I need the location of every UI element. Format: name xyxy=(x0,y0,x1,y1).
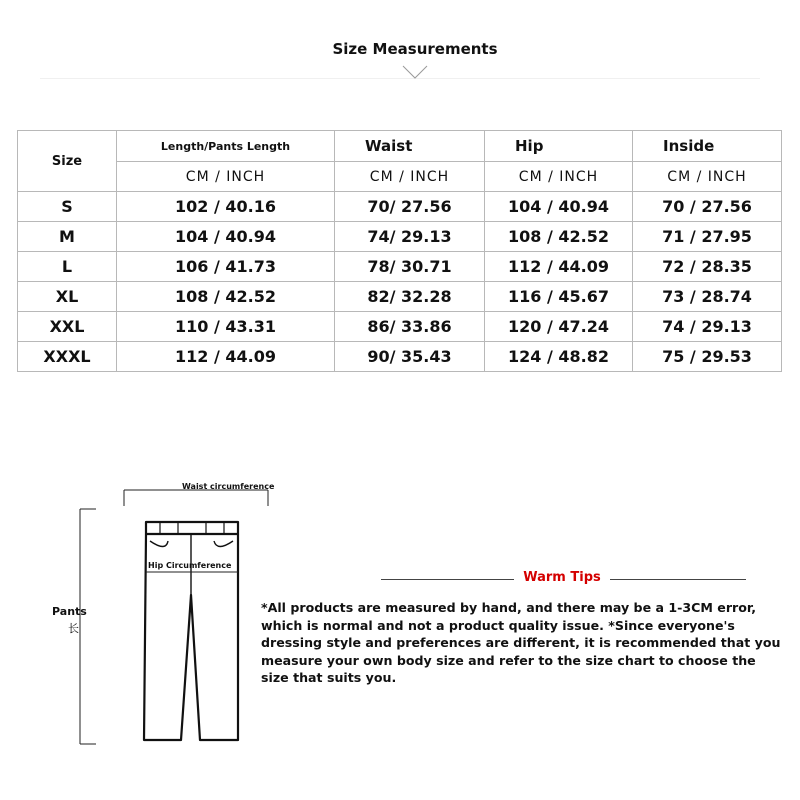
waist-cell: 70/ 27.56 xyxy=(335,192,485,222)
length-cell: 104 / 40.94 xyxy=(117,222,335,252)
table-row xyxy=(18,222,782,252)
unit-label: CM / INCH xyxy=(485,162,633,192)
warm-tips-divider-left xyxy=(381,579,514,580)
table-row xyxy=(18,192,782,222)
column-header-hip: Hip xyxy=(485,131,633,162)
length-cell: 110 / 43.31 xyxy=(117,312,335,342)
inside-cell: 72 / 28.35 xyxy=(633,252,782,282)
column-header-inside: Inside xyxy=(633,131,782,162)
inside-cell: 74 / 29.13 xyxy=(633,312,782,342)
table-header-row xyxy=(18,131,782,162)
size-cell: XXL xyxy=(18,312,117,342)
page-title: Size Measurements xyxy=(332,40,498,58)
pants-icon xyxy=(144,522,238,740)
waist-circumference-label: Waist circumference xyxy=(182,482,275,491)
column-header-waist: Waist xyxy=(335,131,485,162)
unit-label: CM / INCH xyxy=(117,162,335,192)
pants-length-glyph: 长 xyxy=(68,622,79,635)
size-table xyxy=(17,130,782,372)
size-cell: XL xyxy=(18,282,117,312)
warm-tips-text: *All products are measured by hand, and there may be a 1-3CM error, which is normal and not a product quality issue. *Since everyone's dressing style and preferences are different, it is recommended that you measure your own body size and refer to the size chart to choose the size that suits you. xyxy=(261,600,781,685)
inside-cell: 75 / 29.53 xyxy=(633,342,782,372)
table-row xyxy=(18,282,782,312)
table-row xyxy=(18,342,782,372)
hip-cell: 104 / 40.94 xyxy=(485,192,633,222)
length-cell: 108 / 42.52 xyxy=(117,282,335,312)
column-header-length: Length/Pants Length xyxy=(117,131,335,162)
waist-measure-line xyxy=(124,490,268,506)
title-divider xyxy=(40,78,760,79)
hip-circumference-label: Hip Circumference xyxy=(148,561,232,570)
table-unit-row xyxy=(18,162,782,192)
warm-tips-title: Warm Tips xyxy=(523,570,601,585)
unit-label: CM / INCH xyxy=(633,162,782,192)
inside-cell: 70 / 27.56 xyxy=(633,192,782,222)
pants-length-label: Pants xyxy=(52,605,87,618)
inside-cell: 71 / 27.95 xyxy=(633,222,782,252)
inside-cell: 73 / 28.74 xyxy=(633,282,782,312)
waist-cell: 82/ 32.28 xyxy=(335,282,485,312)
waist-cell: 78/ 30.71 xyxy=(335,252,485,282)
hip-cell: 112 / 44.09 xyxy=(485,252,633,282)
length-cell: 102 / 40.16 xyxy=(117,192,335,222)
size-cell: L xyxy=(18,252,117,282)
warm-tips-divider-right xyxy=(610,579,746,580)
hip-cell: 120 / 47.24 xyxy=(485,312,633,342)
table-row xyxy=(18,252,782,282)
length-cell: 112 / 44.09 xyxy=(117,342,335,372)
size-cell: S xyxy=(18,192,117,222)
chevron-down-icon xyxy=(402,64,428,80)
hip-cell: 124 / 48.82 xyxy=(485,342,633,372)
hip-cell: 116 / 45.67 xyxy=(485,282,633,312)
length-measure-line xyxy=(80,509,96,744)
length-cell: 106 / 41.73 xyxy=(117,252,335,282)
size-cell: XXXL xyxy=(18,342,117,372)
waist-cell: 90/ 35.43 xyxy=(335,342,485,372)
pants-diagram xyxy=(0,470,300,770)
hip-cell: 108 / 42.52 xyxy=(485,222,633,252)
waist-cell: 74/ 29.13 xyxy=(335,222,485,252)
table-row xyxy=(18,312,782,342)
column-header-size: Size xyxy=(18,131,117,192)
unit-label: CM / INCH xyxy=(335,162,485,192)
waist-cell: 86/ 33.86 xyxy=(335,312,485,342)
size-cell: M xyxy=(18,222,117,252)
